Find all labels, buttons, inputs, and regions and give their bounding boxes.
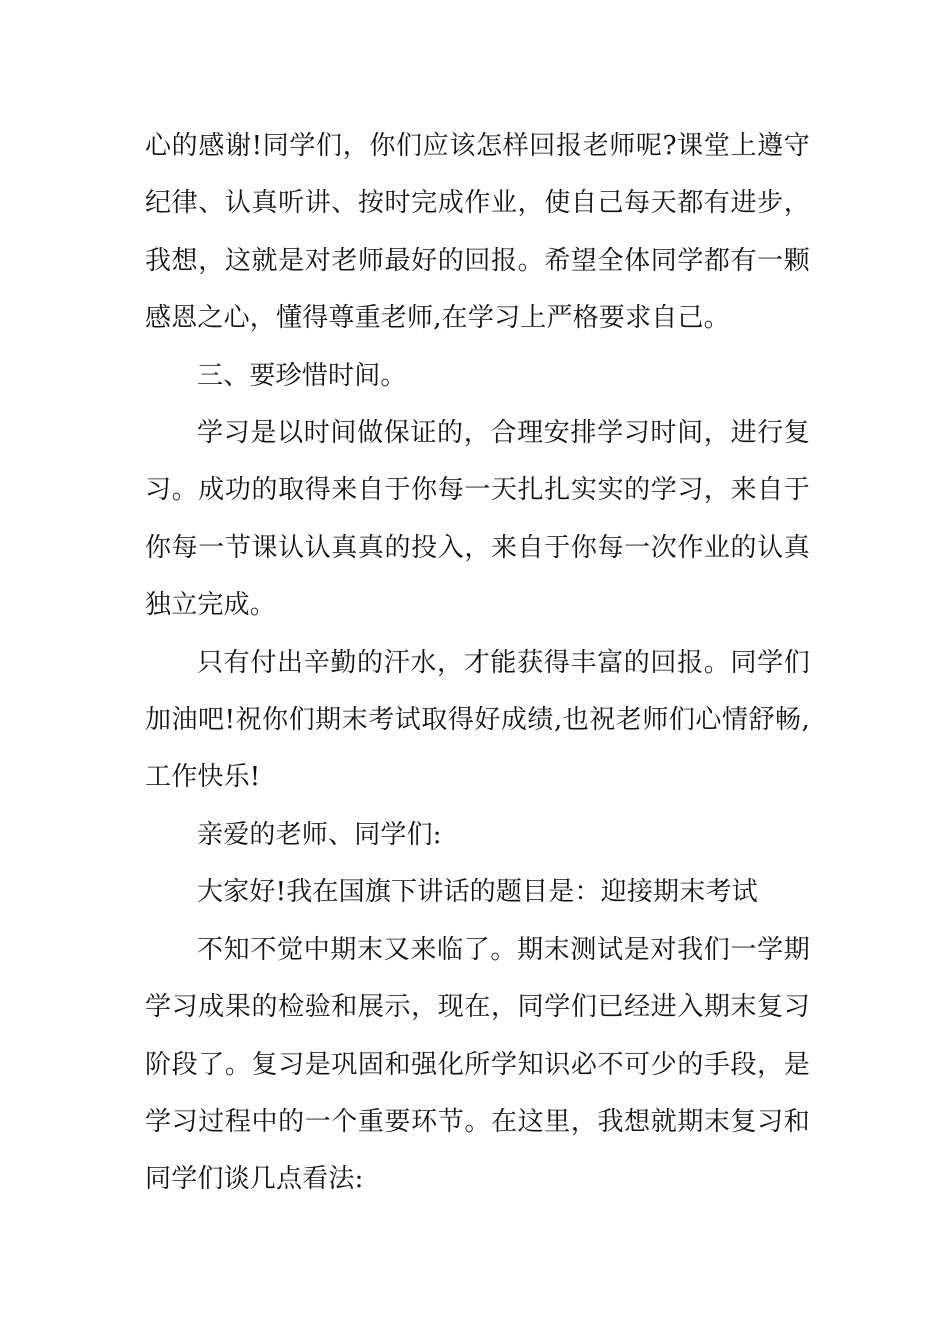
document-body	[145, 118, 810, 1209]
salutation: 亲爱的老师、同学们:	[197, 819, 442, 850]
paragraph-final-review: 不知不觉中期末又来临了。期末测试是对我们一学期学习成果的检验和展示，现在，同学们已经进入期末复习阶段了。复习是巩固和强化所学知识必不可少的手段，是学习过程中的一个重要环节。在这里，我想就期末复习和同学们谈几点看法:	[145, 934, 810, 1195]
section-heading-cherish-time: 三、要珍惜时间。	[197, 360, 407, 391]
speech-topic: 大家好!我在国旗下讲话的题目是：迎接期末考试	[197, 877, 758, 908]
paragraph-closing-wishes: 只有付出辛勤的汗水，才能获得丰富的回报。同学们加油吧!祝你们期末考试取得好成绩,也祝老师们心情舒畅,工作快乐!	[145, 647, 810, 793]
paragraph-gratitude: 心的感谢!同学们，你们应该怎样回报老师呢?课堂上遵守纪律、认真听讲、按时完成作业，使自己每天都有进步，我想，这就是对老师最好的回报。希望全体同学都有一颗感恩之心，懂得尊重老师,在学习上严格要求自己。	[145, 131, 810, 334]
paragraph-study-time: 学习是以时间做保证的，合理安排学习时间，进行复习。成功的取得来自于你每一天扎扎实实的学习，来自于你每一节课认认真真的投入，来自于你每一次作业的认真独立完成。	[145, 418, 810, 621]
